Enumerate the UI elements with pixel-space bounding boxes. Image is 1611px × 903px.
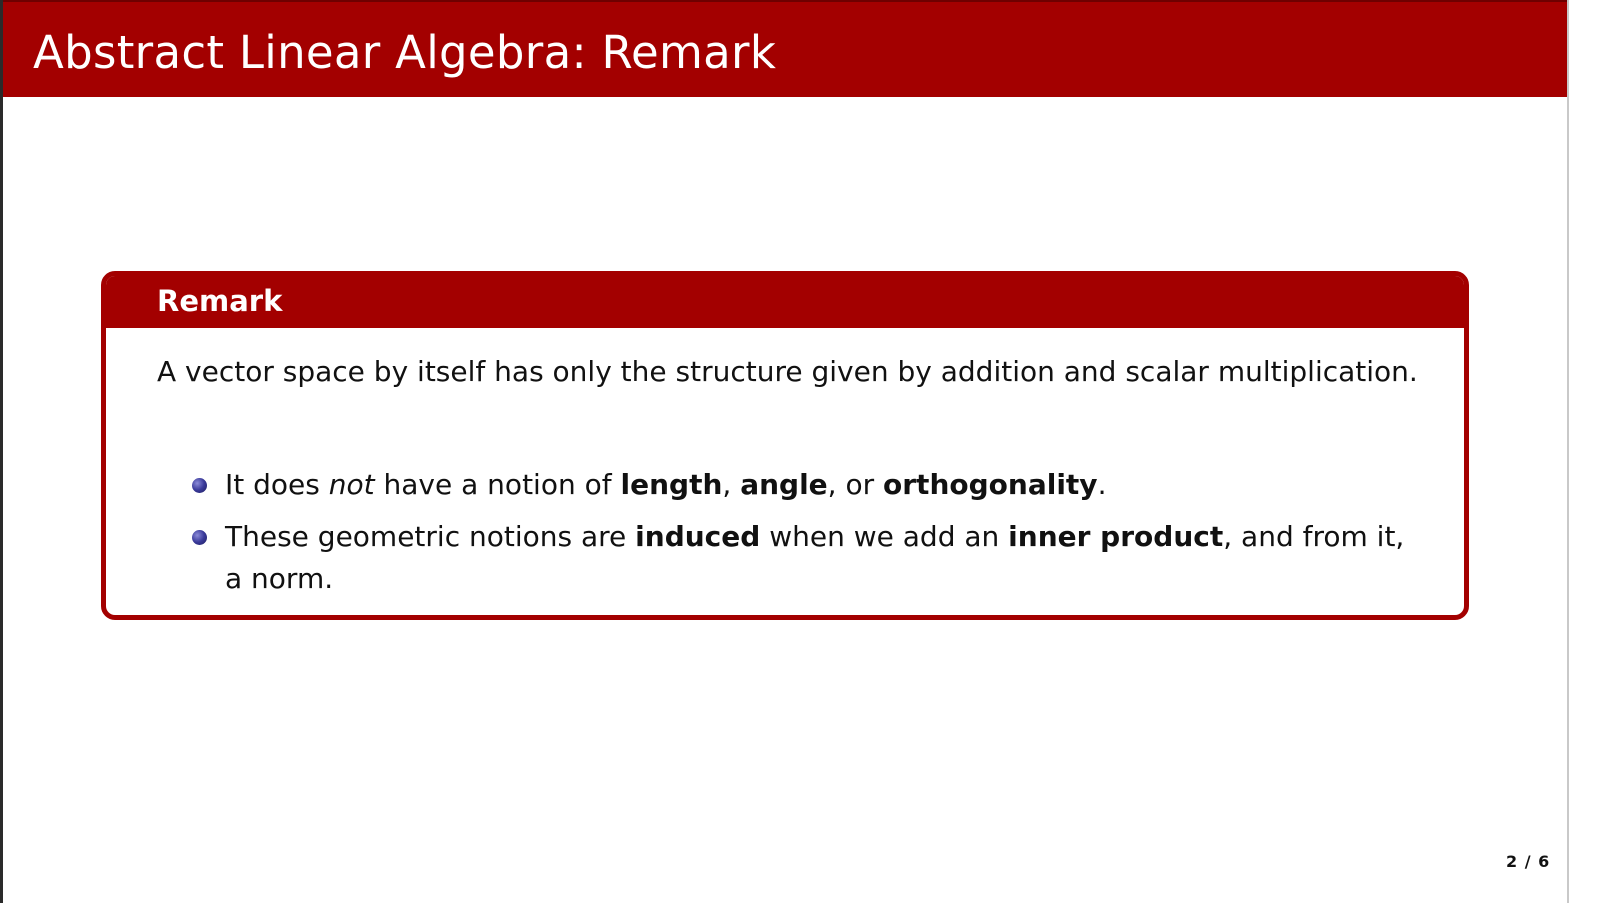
page-number: 2 / 6 [1506, 852, 1551, 871]
remark-block-body [157, 351, 1427, 610]
text-run: , or [827, 468, 884, 501]
emphasis-not: not [328, 468, 375, 501]
text-run: These geometric notions are [225, 520, 636, 553]
bold-length: length [620, 468, 723, 501]
text-run: , [722, 468, 741, 501]
bold-orthogonality: orthogonality [883, 468, 1098, 501]
frame-title-bar [3, 0, 1567, 97]
bold-inner-product: inner product [1008, 520, 1224, 553]
text-run-line2: a norm. [225, 562, 334, 595]
remark-intro-text: A vector space by itself has only the structure given by addition and scalar multiplication. [157, 355, 1418, 388]
viewer-right-border [1567, 0, 1569, 903]
text-run: , and from it, [1223, 520, 1405, 553]
remark-bullet-list [157, 464, 1427, 600]
remark-block [101, 271, 1469, 620]
slide-title: Abstract Linear Algebra: Remark [33, 26, 777, 79]
text-run: when we add an [760, 520, 1009, 553]
text-run: . [1097, 468, 1107, 501]
text-run: It does [225, 468, 329, 501]
text-run: have a notion of [374, 468, 621, 501]
list-item [157, 516, 1427, 600]
remark-block-header [106, 276, 1464, 328]
bullet-text [225, 468, 1106, 501]
bullet-icon [192, 478, 207, 493]
bullet-icon [192, 530, 207, 545]
remark-block-title: Remark [157, 284, 283, 318]
bold-induced: induced [635, 520, 761, 553]
slide [3, 0, 1567, 903]
bullet-text [225, 520, 1427, 600]
bold-angle: angle [740, 468, 828, 501]
list-item [157, 464, 1427, 506]
